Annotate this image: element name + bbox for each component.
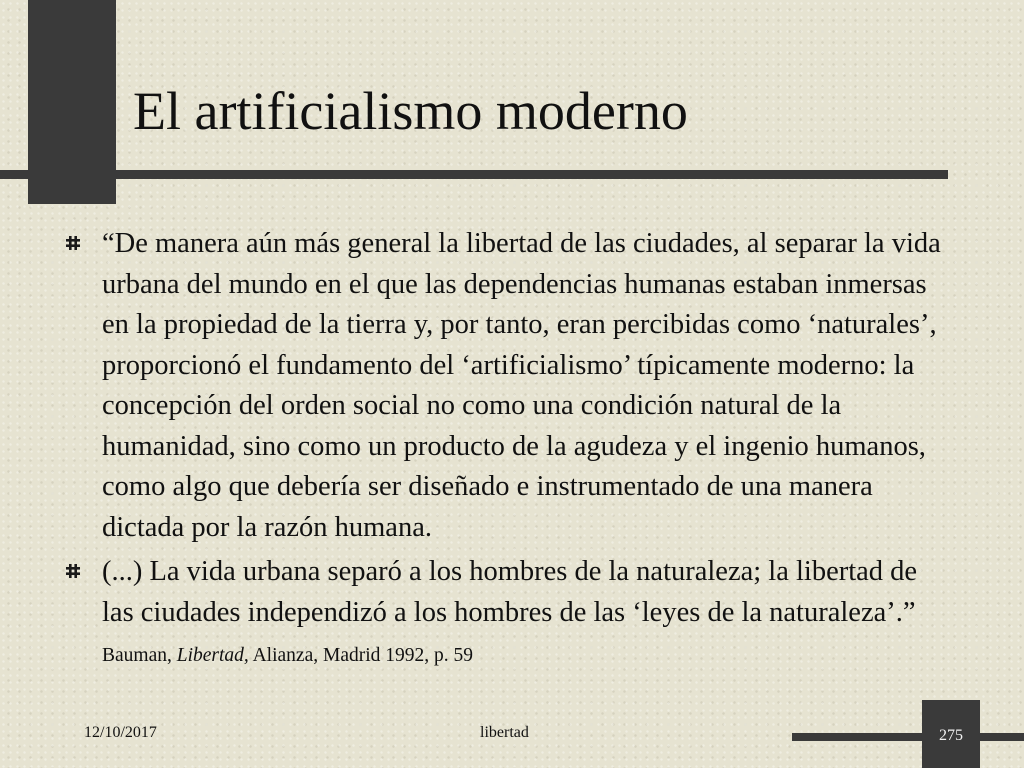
bullet-text: (...) La vida urbana separó a los hombres de la naturaleza; la libertad de las ciudades independizó a los hombres de las ‘leyes de la naturaleza’.” bbox=[102, 556, 918, 628]
page-number-box bbox=[922, 700, 980, 768]
page-number: 275 bbox=[939, 727, 963, 744]
citation-work: Libertad, bbox=[176, 645, 249, 666]
citation-author: Bauman, bbox=[102, 645, 177, 666]
citation bbox=[102, 645, 473, 666]
citation-rest: Alianza, Madrid 1992, p. 59 bbox=[248, 645, 474, 666]
slide-title: El artificialismo moderno bbox=[133, 81, 688, 141]
hash-bullet-icon bbox=[66, 564, 80, 578]
bullet-text: “De manera aún más general la libertad de las ciudades, al separar la vida urbana del mundo en el que las dependencias humanas estaban inmersas en la propiedad de la tierra y, por tanto, eran percibidas como ‘naturales’, proporcionó el fundamento del ‘artificialismo’ típicamente moderno: la concepción del orden social no como una condición natural de la humanidad, sino como un producto de la agudeza y el ingenio humanos, como algo que debería ser diseñado e instrumentado de una manera dictada por la razón humana. bbox=[102, 228, 941, 543]
footer-title: libertad bbox=[480, 724, 529, 741]
footer-bar bbox=[792, 733, 1024, 741]
bullet-item bbox=[66, 552, 946, 677]
bullet-item bbox=[66, 224, 946, 548]
title-underline-bar bbox=[0, 170, 948, 179]
footer-date: 12/10/2017 bbox=[84, 724, 157, 741]
hash-bullet-icon bbox=[66, 236, 80, 250]
bullet-list bbox=[66, 224, 946, 681]
